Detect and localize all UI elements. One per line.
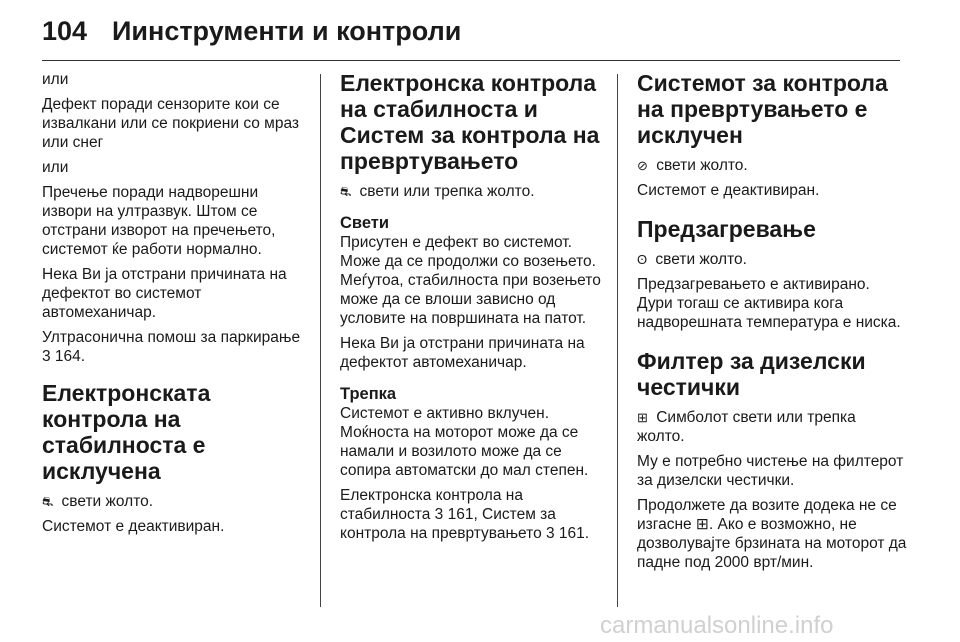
- traction-control-off-icon: ⊘: [637, 158, 648, 173]
- paragraph-text: свети или трепка жолто.: [355, 183, 535, 200]
- page-reference-link[interactable]: 3 164.: [42, 348, 86, 365]
- paragraph-text: свети жолто.: [651, 157, 748, 174]
- paragraph: Му е потребно чистење на филтерот за дизелски честички.: [637, 453, 904, 489]
- diesel-filter-icon: ⊞: [637, 410, 648, 425]
- page-header: [42, 16, 902, 56]
- esc-off-icon: ⛐: [42, 494, 54, 509]
- paragraph: Присутен е дефект во системот. Може да се продолжи со возењето. Меѓутоа, стабилноста при возењето може да се влоши зависно од условите на површината на патот.: [340, 234, 601, 327]
- paragraph: [340, 182, 608, 201]
- paragraph-text: Симболот свети или трепка жолто.: [637, 409, 856, 445]
- section-heading: Електронска контрола на стабилноста и Систем за контрола на превртувањето: [340, 70, 600, 174]
- paragraph: Пречење поради надворешни извори на ултразвук. Штом се отстрани изворот на пречењето, системот ќе работи нормално.: [42, 184, 276, 258]
- paragraph: или: [42, 159, 69, 176]
- paragraph-text: Ултрасонична помош за паркирање: [42, 329, 301, 346]
- section-heading: Електронската контрола на стабилноста е исклучена: [42, 380, 211, 484]
- paragraph: Продолжете да возите додека не се изгасне ⊞. Ако е возможно, не дозволувајте брзината на моторот да падне под 2000 врт/мин.: [637, 497, 907, 571]
- paragraph: [42, 492, 312, 511]
- section-heading: Филтер за дизелски честички: [637, 348, 866, 400]
- paragraph: [637, 408, 907, 446]
- paragraph-text: свети жолто.: [651, 251, 747, 268]
- column-left: [42, 70, 312, 542]
- paragraph-text: свети жолто.: [57, 493, 154, 510]
- page-title: Иинструменти и контроли: [112, 16, 462, 46]
- paragraph: Дефект поради сензорите кои се извалкани или се покриени со мраз или снег: [42, 96, 299, 151]
- header-rule: [42, 60, 900, 61]
- subheading: Свети: [340, 214, 390, 232]
- paragraph: Нека Ви ја отстрани причината на дефектот во системот автомеханичар.: [42, 266, 287, 321]
- paragraph: [637, 156, 907, 175]
- paragraph: Нека Ви ја отстрани причината на дефектот автомеханичар.: [340, 335, 585, 371]
- paragraph: Предзагревањето е активирано. Дури тогаш се активира кога надворешната температура е ниска.: [637, 276, 901, 331]
- paragraph: Системот е деактивиран.: [637, 182, 820, 199]
- esc-icon: ⛐: [340, 184, 352, 199]
- section-heading: Предзагревање: [637, 216, 816, 242]
- preheating-coil-icon: ʘ: [637, 252, 648, 267]
- section-heading: Системот за контрола на превртувањето е исклучен: [637, 70, 888, 148]
- watermark: carmanualsonline.info: [600, 612, 834, 639]
- page-number: 104: [42, 16, 88, 46]
- paragraph: Системот е активно вклучен. Моќноста на моторот може да се намали и возилото може да се сопира автоматски до мал степен.: [340, 405, 589, 479]
- paragraph: Системот е деактивиран.: [42, 518, 225, 535]
- subheading: Трепка: [340, 385, 397, 403]
- column-divider: [320, 74, 321, 607]
- paragraph: или: [42, 71, 69, 88]
- column-right: [637, 70, 907, 578]
- paragraph: [42, 328, 312, 366]
- paragraph: [637, 250, 907, 269]
- paragraph: Електронска контрола на стабилноста 3 161, Систем за контрола на превртувањето 3 161.: [340, 487, 590, 542]
- column-middle: [340, 70, 608, 549]
- column-divider: [617, 74, 618, 607]
